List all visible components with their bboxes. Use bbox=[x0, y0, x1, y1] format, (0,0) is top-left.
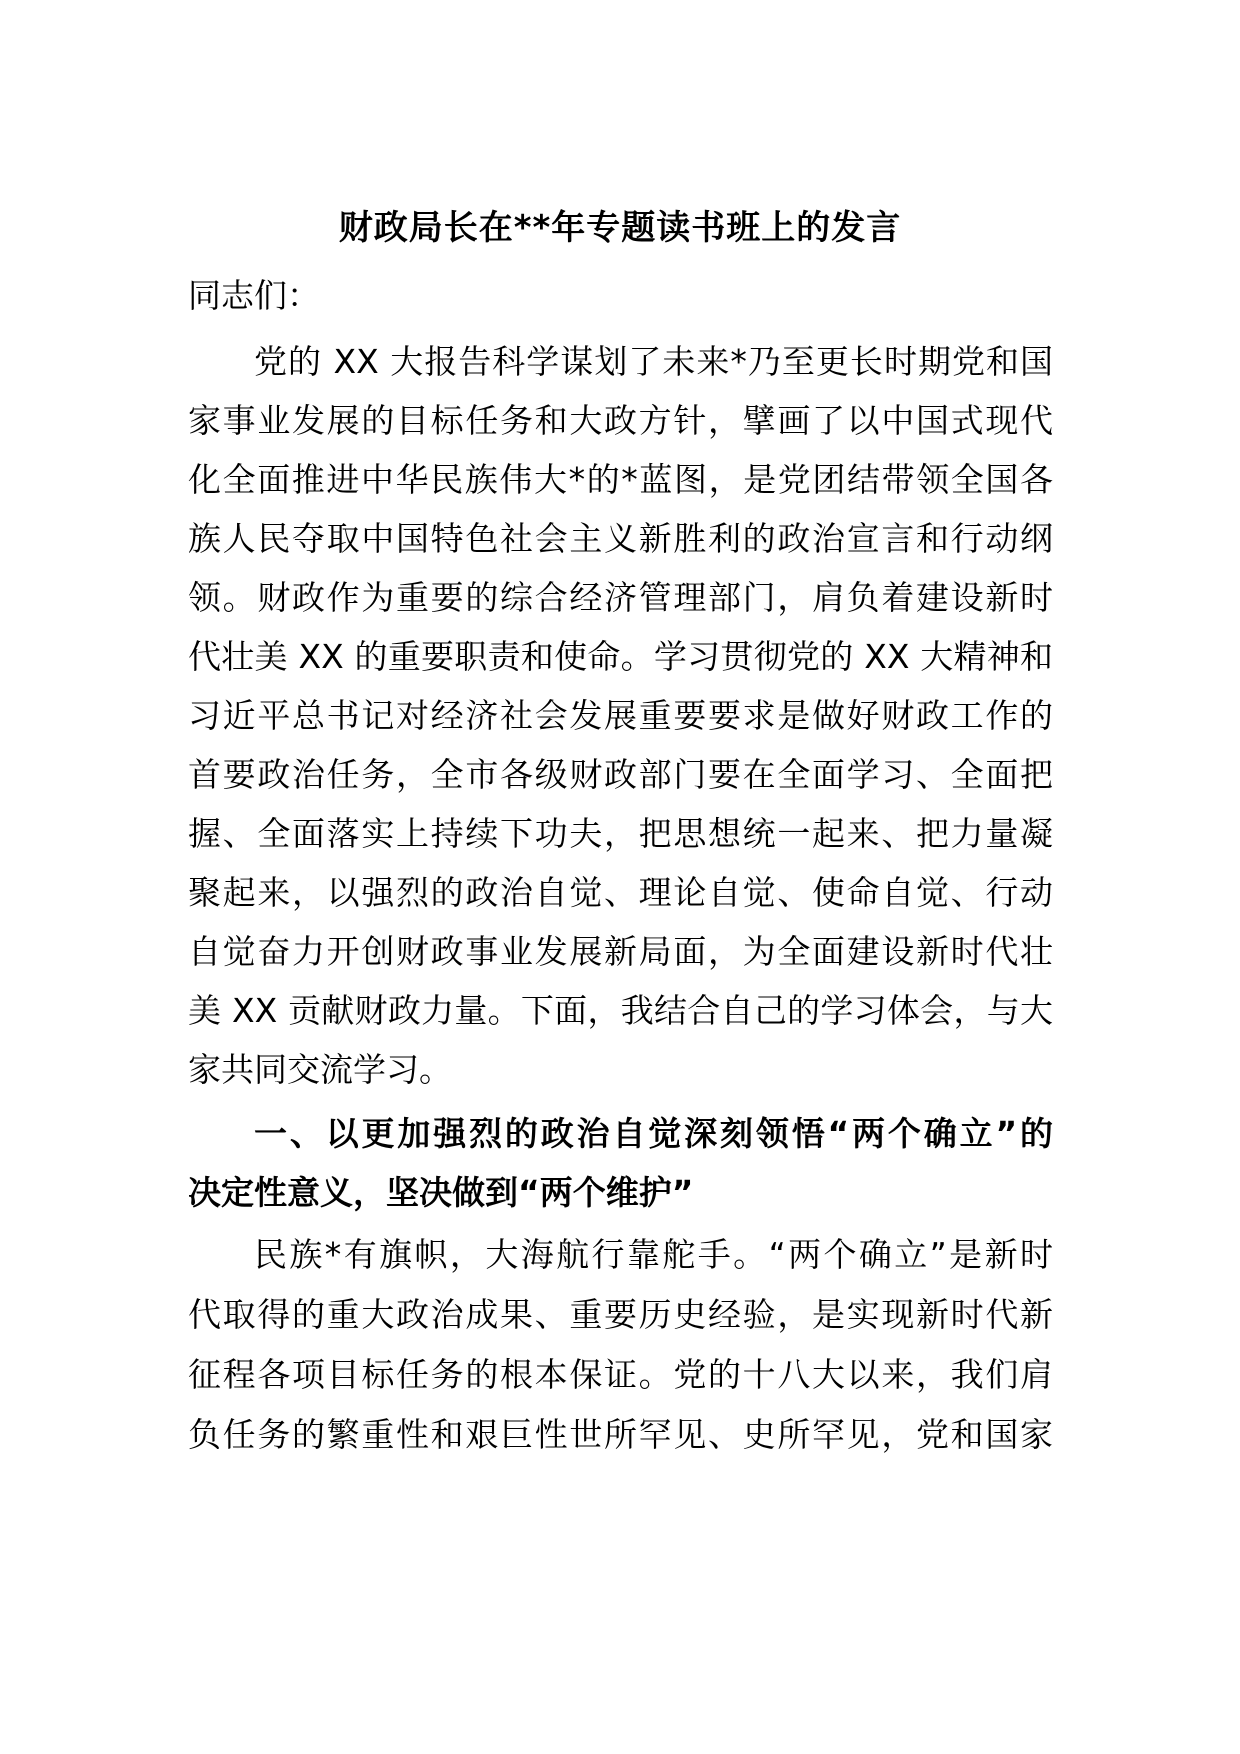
paragraph-line: 负任务的繁重性和艰巨性世所罕见、史所罕见，党和国家 bbox=[188, 1415, 1053, 1454]
paragraph-line: 聚起来，以强烈的政治自觉、理论自觉、使命自觉、行动 bbox=[188, 873, 1053, 912]
paragraph-line: 领。财政作为重要的综合经济管理部门，肩负着建设新时 bbox=[188, 578, 1053, 617]
paragraph-line: 美 XX 贡献财政力量。下面，我结合自己的学习体会，与大 bbox=[188, 991, 1053, 1030]
section-heading-line: 决定性意义，坚决做到“两个维护” bbox=[188, 1173, 694, 1212]
paragraph-line: 征程各项目标任务的根本保证。党的十八大以来，我们肩 bbox=[188, 1355, 1053, 1394]
paragraph-line: 家事业发展的目标任务和大政方针，擘画了以中国式现代 bbox=[188, 401, 1053, 440]
paragraph-line: 化全面推进中华民族伟大*的*蓝图，是党团结带领全国各 bbox=[188, 460, 1053, 499]
section-heading-line: 一、以更加强烈的政治自觉深刻领悟“两个确立”的 bbox=[254, 1114, 1053, 1153]
paragraph-line: 民族*有旗帜，大海航行靠舵手。“两个确立”是新时 bbox=[254, 1235, 1053, 1274]
paragraph-line: 族人民夺取中国特色社会主义新胜利的政治宣言和行动纲 bbox=[188, 519, 1053, 558]
paragraph-line: 家共同交流学习。 bbox=[188, 1050, 452, 1089]
salutation: 同志们： bbox=[188, 276, 320, 315]
paragraph-line: 首要政治任务，全市各级财政部门要在全面学习、全面把 bbox=[188, 755, 1053, 794]
document-title: 财政局长在**年专题读书班上的发言 bbox=[338, 208, 902, 248]
paragraph-line: 握、全面落实上持续下功夫，把思想统一起来、把力量凝 bbox=[188, 814, 1053, 853]
paragraph-line: 习近平总书记对经济社会发展重要要求是做好财政工作的 bbox=[188, 696, 1053, 735]
paragraph-line: 自觉奋力开创财政事业发展新局面，为全面建设新时代壮 bbox=[188, 932, 1053, 971]
paragraph-line: 代取得的重大政治成果、重要历史经验，是实现新时代新 bbox=[188, 1295, 1053, 1334]
paragraph-line: 党的 XX 大报告科学谋划了未来*乃至更长时期党和国 bbox=[254, 342, 1053, 381]
paragraph-line: 代壮美 XX 的重要职责和使命。学习贯彻党的 XX 大精神和 bbox=[188, 637, 1053, 676]
